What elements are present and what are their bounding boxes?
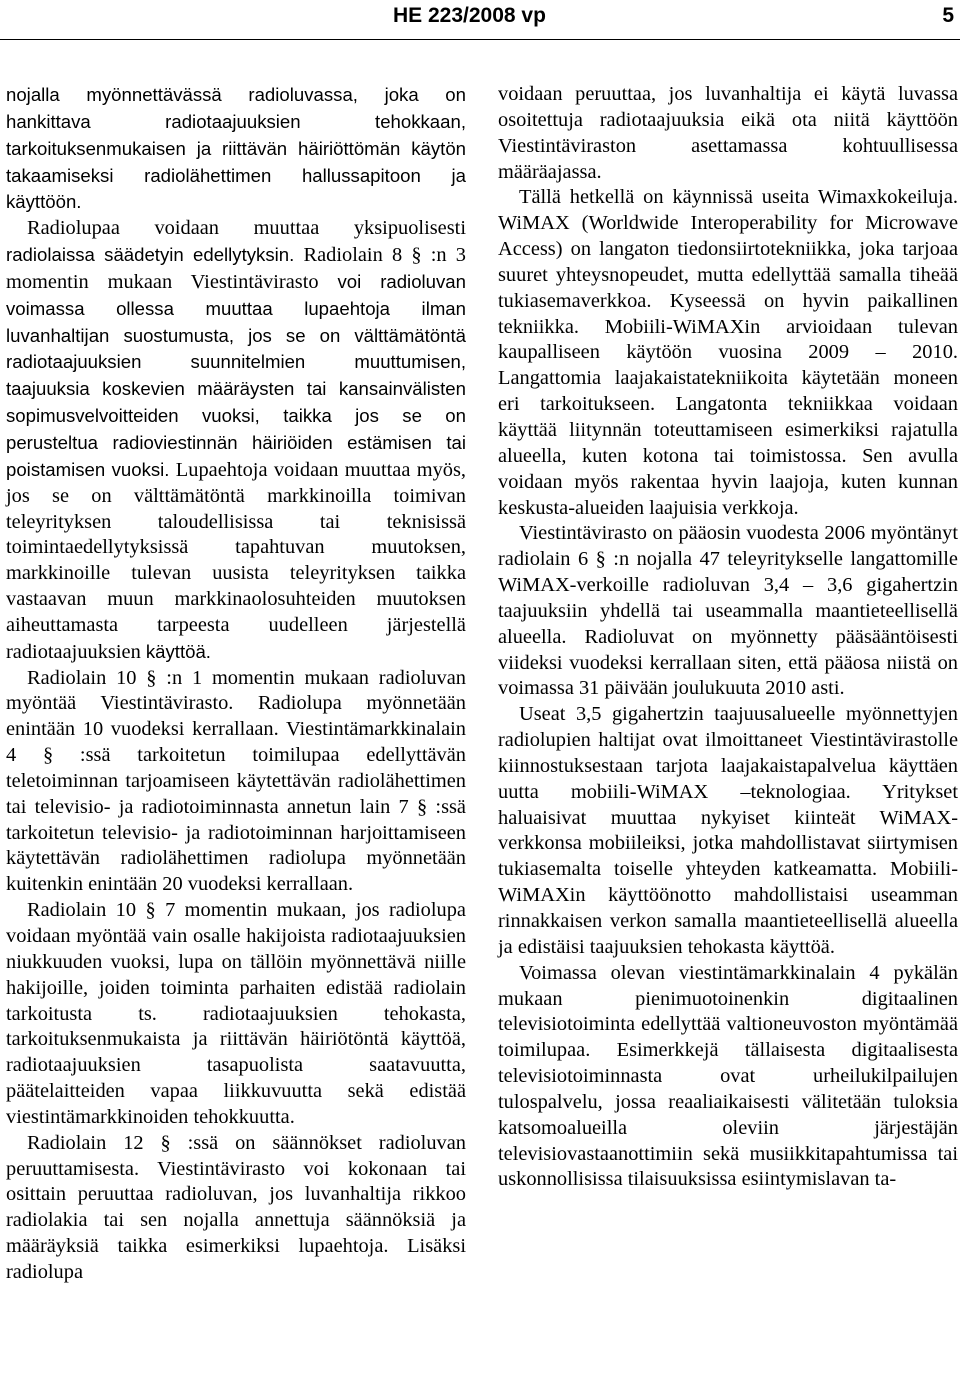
paragraph <box>6 82 466 216</box>
paragraph <box>498 521 958 702</box>
paragraph-text-sans: käyttöä. <box>145 640 211 662</box>
paragraph-text: Lupaehtoja voidaan muuttaa myös, jos se on välttämätöntä markkinoilla toimivan teleyrityksen taloudellisissa tai teknisissä toimintaedellytyksissä tapahtuvan muutoksen, markkinoille tulevan uusista teleyrityksen taikka vastaavan muun markkinaolosuhteiden muutoksen aiheuttamasta tarpeesta uudelleen järjestellä radiotaajuuksien <box>6 458 466 663</box>
paragraph <box>6 1131 466 1286</box>
paragraph-text: Radiolain 8 § :n 3 momentin mukaan Viestintävirasto <box>6 244 467 293</box>
paragraph <box>6 898 466 1131</box>
paragraph <box>498 702 958 960</box>
paragraph-text-sans: nojalla myönnettävässä radioluvassa, joka on hankittava radiotaajuuksien tehokkaan, tarkoituksenmukaisen ja riittävän häiriöttömän käytön takaamiseksi radiolähettimen hallussapitoon ja käyttöön. <box>6 84 466 213</box>
paragraph <box>498 82 958 185</box>
paragraph <box>6 216 466 665</box>
paragraph-text: Radiolain 10 § :n 1 momentin mukaan radioluvan myöntää Viestintävirasto. Radiolupa myönnetään enintään 10 vuodeksi kerrallaan. Viestintämarkkinalain 4 § :ssä tarkoitetun toimilupaa edellyttävän teletoiminnan tarjoamiseen käytettävän radiolähettimen tai televisio- ja radiotoiminnasta annetun lain 7 § :ssä tarkoitetun televisio- ja radiotoiminnan harjoittamiseen käytettävän radiolähettimen radiolupa myönnetään kuitenkin enintään 20 vuodeksi kerrallaan. <box>6 666 466 896</box>
paragraph-text: Voimassa olevan viestintämarkkinalain 4 pykälän mukaan pienimuotoinenkin digitaalinen televisiotoiminta edellyttää valtioneuvoston myöntämää toimilupaa. Esimerkkejä tällaisesta digitaalisesta televisiotoiminnasta ovat urheilukilpailujen tulospalvelu, jossa reaaliaikaisesti välitetään tuloksia katsomoalueilla oleviin järjestäjän televisiovastaanottimiin sekä musiikkitapahtumissa tai uskonnollisissa tilaisuuksissa esiintymislavan ta- <box>498 961 958 1191</box>
paragraph-text: Radiolupaa voidaan muuttaa yksipuolisesti <box>27 217 466 240</box>
paragraph-text: Tällä hetkellä on käynnissä useita Wimaxkokeiluja. WiMAX (Worldwide Interoperability for Microwave Access) on langaton tiedonsiirtotekniikka, joka tarjoaa suuret yhteysnopeudet, mutta edellyttää samalla tiheää tukiasemaverkkoa. Kyseessä on hyvin paikallinen tekniikka. Mobiili-WiMAXin arvioidaan tulevan kaupalliseen käytöön vuosina 2009 – 2010. Langattomia laajakaistatekniikoita käytetään moneen eri tarkoitukseen. Langatonta tekniikkaa voidaan käyttää liitynnän toteuttamiseen esimerkiksi rajatulla alueella, kuten kotona tai toimistossa. Sen avulla voidaan myös rakentaa hyvin laajoja, kuten kunnan keskusta-alueiden laajuisia verkkoja. <box>498 186 958 519</box>
paragraph-text: Useat 3,5 gigahertzin taajuusalueelle myönnettyjen radiolupien haltijat ovat ilmoittaneet Viestintävirastolle kiinnostuksestaan tarjota laajakaistapalvelua käyttäen uutta mobiili-WiMAX –teknologiaa. Yritykset haluaisivat muuttaa nykyiset kiinteät WiMAX-verkkonsa mobiileiksi, jotka mahdollistavat siirtymisen tukiasemalta toiselle yhteyden katkeamatta. Mobiili-WiMAXin käyttöönotto mahdollistaisi useamman rinnakkaisen verkon samalla maantieteellisellä alueella ja edistäisi taajuuksien tehokasta käyttöä. <box>498 703 958 958</box>
paragraph <box>6 666 466 899</box>
paragraph-text: voidaan peruuttaa, jos luvanhaltija ei käytä luvassa osoitettuja radiotaajuuksia eikä ota niitä käyttöön Viestintäviraston asettamassa kohtuullisessa määräajassa. <box>498 83 958 183</box>
paragraph-text-sans: voi radioluvan voimassa ollessa muuttaa lupaehtoja ilman luvanhaltijan suostumusta, jos se on välttämätöntä radiotaajuuksien suunnitelmien muuttumisen, taajuuksia koskevien määräysten tai kansainvälisten sopimusvelvoitteiden vuoksi, taikka jos se on perusteltua radioviestinnän häiriöiden estämisen tai poistamisen vuoksi. <box>6 270 466 480</box>
running-header <box>0 0 960 40</box>
paragraph-text-sans: radiolaissa säädetyin edellytyksin. <box>6 244 295 266</box>
left-text-column <box>6 82 466 1286</box>
paragraph-text: Radiolain 12 § :ssä on säännökset radioluvan peruuttamisesta. Viestintävirasto voi kokonaan tai osittain peruuttaa radioluvan, jos luvanhaltija rikkoo radiolakia tai sen nojalla annettuja säännöksiä ja määräyksiä taikka esimerkiksi lupaehtoja. Lisäksi radiolupa <box>6 1131 466 1283</box>
paragraph-text: Radiolain 10 § 7 momentin mukaan, jos radiolupa voidaan myöntää vain osalle hakijoista radiotaajuuksien niukkuuden vuoksi, lupa on tällöin myönnettävä niille hakijoille, joiden toiminta parhaiten edistää radiolain tarkoitusta ts. radiotaajuuksien tehokasta, tarkoituksenmukaista ja riittävän häiriötöntä käyttöä, radiotaajuuksien tasapuolista saatavuutta, päätelaitteiden vapaa liikkuvuutta sekä edistää viestintämarkkinoiden tehokkuutta. <box>6 899 466 1128</box>
right-text-column <box>498 82 958 1193</box>
document-id: HE 223/2008 vp <box>393 4 546 27</box>
paragraph <box>498 185 958 521</box>
paragraph-text: Viestintävirasto on pääosin vuodesta 2006 myöntänyt radiolain 6 § :n nojalla 47 teleyritykselle langattomille WiMAX-verkoille radioluvan 3,4 – 3,6 gigahertzin taajuuksiin yhdellä tai useammalla maantieteellisellä alueella. Radioluvat on myönnetty pääsääntöisesti viideksi vuodeksi kerrallaan siten, että pääosa niistä on voimassa 31 päivään joulukuuta 2010 asti. <box>498 522 958 700</box>
paragraph <box>498 961 958 1194</box>
page-number: 5 <box>942 4 954 27</box>
